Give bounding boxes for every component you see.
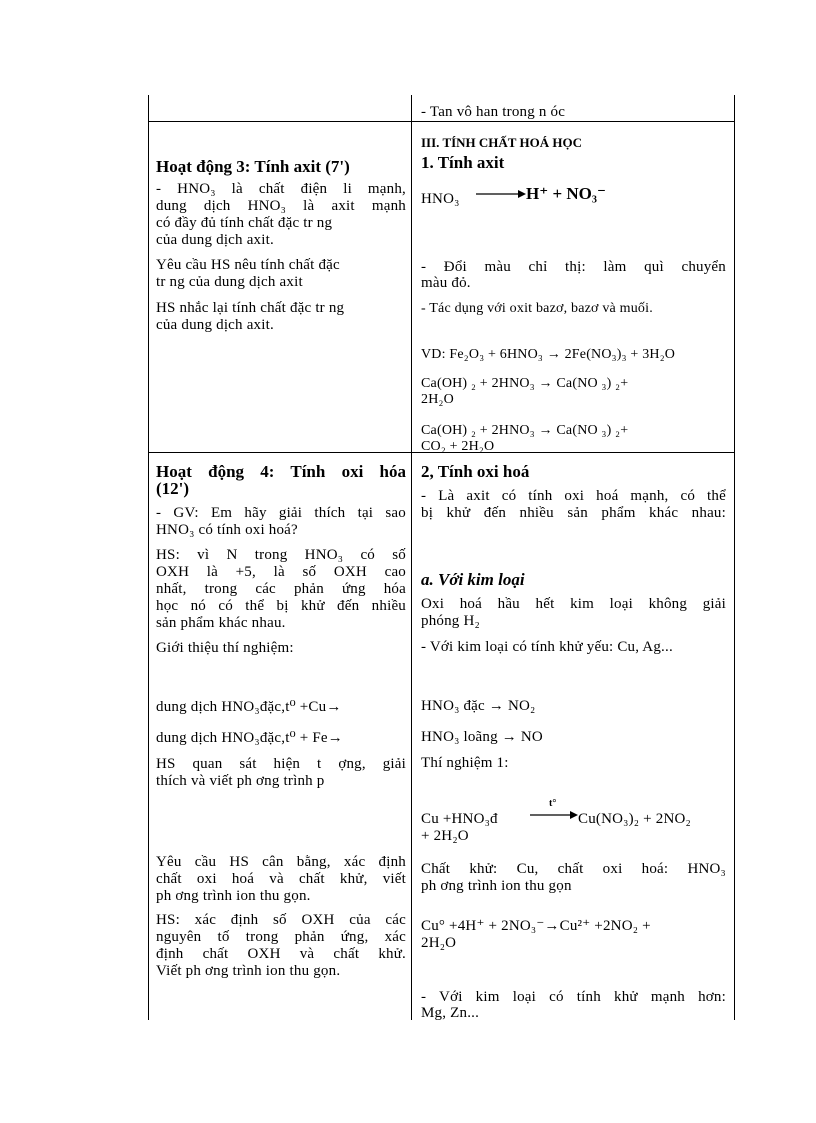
heat-condition: t°	[549, 798, 557, 809]
reducer-oxidizer-line1: Chất khử: Cu, chất oxi hoá: HNO₃	[421, 861, 726, 877]
activity3-p1-line4: của dung dịch axit.	[156, 232, 274, 248]
table-border-right	[734, 95, 735, 1020]
equation-cu-reactants: Cu +HNO₃đ	[421, 811, 498, 827]
subsection-oxidizing: 2, Tính oxi hoá	[421, 462, 530, 481]
metals-desc-line1: Oxi hoá hầu hết kim loại không giải	[421, 596, 726, 612]
equation-cu-products-line2: + 2H₂O	[421, 828, 469, 844]
activity3-p1-line1: - HNO₃ là chất điện li mạnh,	[156, 181, 406, 197]
acid-indicator-line2: màu đỏ.	[421, 275, 471, 291]
activity4-p8-line3: định chất OXH và chất khử.	[156, 946, 406, 962]
activity4-p1-line2: HNO₃ có tính oxi hoá?	[156, 522, 298, 538]
subsection-acidity: 1. Tính axit	[421, 153, 505, 172]
metals-desc-line2: phóng H₂	[421, 613, 480, 629]
activity4-title-line1: Hoạt động 4: Tính oxi hóa	[156, 462, 406, 481]
oxidizing-desc-line2: bị khử đến nhiều sản phẩm khác nhau:	[421, 505, 726, 521]
activity4-p4: dung dịch HNO₃đặc,t⁰ +Cu→	[156, 699, 342, 715]
strong-metals-line2: Mg, Zn...	[421, 1005, 480, 1021]
example-2-line2: 2H₂O	[421, 392, 454, 407]
example-3-line2: CO₂ + 2H₂O	[421, 439, 495, 454]
activity4-p2-line3: nhất, trong các phản ứng hóa	[156, 581, 406, 597]
concentrated-product: HNO₃ đặc → NO₂	[421, 698, 536, 714]
activity4-p8-line4: Viết ph ơng trình ion thu gọn.	[156, 963, 341, 979]
activity3-p2-line2: tr ng của dung dịch axit	[156, 274, 303, 290]
oxidizing-desc-line1: - Là axit có tính oxi hoá mạnh, có thể	[421, 488, 726, 504]
activity3-p1-line2: dung dịch HNO₃ là axit mạnh	[156, 198, 406, 214]
strong-metals-line1: - Với kim loại có tính khử mạnh hơn:	[421, 989, 726, 1005]
section-heading-chemical-properties: III. TÍNH CHẤT HOÁ HỌC	[421, 135, 582, 150]
equation-cu-products: Cu(NO₃)₂ + 2NO₂	[578, 811, 691, 827]
activity4-p2-line4: học nó có thể bị khử đến nhiều	[156, 598, 406, 614]
equation-reactant: HNO₃	[421, 191, 460, 207]
acid-reactions: - Tác dụng với oxit bazơ, bazơ và muối.	[421, 301, 653, 316]
reaction-arrow-icon	[476, 187, 526, 201]
table-divider	[411, 95, 412, 1020]
activity4-p8-line1: HS: xác định số OXH của các	[156, 912, 406, 928]
dilute-product: HNO₃ loãng → NO	[421, 729, 543, 745]
activity3-p1-line3: có đầy đủ tính chất đặc tr ng	[156, 215, 333, 231]
ionic-equation-line2: 2H₂O	[421, 935, 457, 951]
activity4-p6-line2: thích và viết ph ơng trình p	[156, 773, 325, 789]
activity4-p7-line3: ph ơng trình ion thu gọn.	[156, 888, 311, 904]
table-border-left	[148, 95, 149, 1020]
activity4-p1-line1: - GV: Em hãy giải thích tại sao	[156, 505, 406, 521]
experiment-1: Thí nghiệm 1:	[421, 755, 509, 771]
reducer-oxidizer-line2: ph ơng trình ion thu gọn	[421, 878, 572, 894]
activity4-p3: Giới thiệu thí nghiệm:	[156, 640, 294, 656]
activity3-title: Hoạt động 3: Tính axit (7')	[156, 157, 350, 176]
activity4-p5: dung dịch HNO₃đặc,t⁰ + Fe→	[156, 730, 343, 746]
weak-metals: - Với kim loại có tính khử yếu: Cu, Ag...	[421, 639, 673, 655]
acid-indicator-line1: - Đổi màu chỉ thị: làm quì chuyển	[421, 259, 726, 275]
activity3-p3-line2: của dung dịch axit.	[156, 317, 274, 333]
activity4-p7-line2: chất oxi hoá và chất khử, viết	[156, 871, 406, 887]
activity4-p8-line2: nguyên tố trong phản ứng, xác	[156, 929, 406, 945]
with-metals-heading: a. Với kim loại	[421, 570, 525, 589]
activity4-p6-line1: HS quan sát hiện t ợng, giải	[156, 756, 406, 772]
activity3-p2-line1: Yêu cầu HS nêu tính chất đặc	[156, 257, 340, 273]
example-1: VD: Fe₂O₃ + 6HNO₃ → 2Fe(NO₃)₃ + 3H₂O	[421, 347, 676, 362]
equation-products: H⁺ + NO₃⁻	[526, 184, 606, 203]
row-separator-1	[148, 121, 735, 122]
activity3-p3-line1: HS nhắc lại tính chất đặc tr ng	[156, 300, 345, 316]
activity4-p2-line5: sản phẩm khác nhau.	[156, 615, 286, 631]
top-row-text: - Tan vô han trong n óc	[421, 104, 566, 120]
example-3-line1: Ca(OH) ₂ + 2HNO₃ → Ca(NO ₃) ₂+	[421, 423, 629, 438]
ionic-equation-line1: Cu° +4H⁺ + 2NO₃⁻→Cu²⁺ +2NO₂ +	[421, 918, 651, 934]
activity4-p2-line1: HS: vì N trong HNO₃ có số	[156, 547, 406, 563]
example-2-line1: Ca(OH) ₂ + 2HNO₃ → Ca(NO ₃) ₂+	[421, 376, 629, 391]
activity4-p2-line2: OXH là +5, là số OXH cao	[156, 564, 406, 580]
activity4-title-line2: (12')	[156, 479, 190, 498]
activity4-p7-line1: Yêu cầu HS cân bằng, xác định	[156, 854, 406, 870]
